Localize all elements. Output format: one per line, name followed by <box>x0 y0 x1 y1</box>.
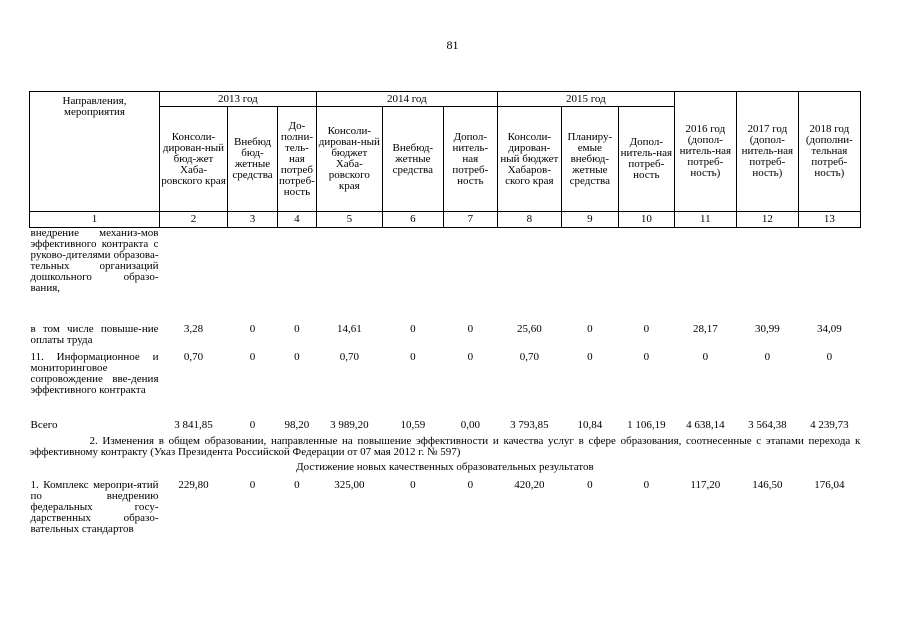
cell <box>561 228 618 324</box>
col-num: 8 <box>497 212 561 228</box>
cell: 3 841,85 <box>174 418 213 431</box>
cell: 0 <box>249 478 256 491</box>
cell: 3 989,20 <box>330 418 369 431</box>
header-2014-consolidated: Консоли-дирован-ный бюджет Хаба-ровского края <box>316 107 382 212</box>
header-year-2018: 2018 год (дополни-тельная потреб-ность) <box>798 92 860 212</box>
cell <box>160 228 228 324</box>
cell: 0 <box>294 322 300 335</box>
cell: 0,70 <box>183 350 204 363</box>
section-title-row <box>30 458 861 480</box>
header-2015-consolidated: Консоли-дирован-ный бюджет Хабаров-ского края <box>497 107 561 212</box>
cell: 0 <box>764 350 771 363</box>
cell: 10,84 <box>577 418 603 431</box>
note-row <box>30 436 861 458</box>
cell: 0 <box>467 350 474 363</box>
cell: 0 <box>702 350 709 363</box>
cell: 0 <box>249 350 256 363</box>
cell: 0 <box>587 322 593 335</box>
cell <box>382 228 443 324</box>
cell: 325,00 <box>334 478 365 491</box>
cell: 0,70 <box>519 350 539 363</box>
header-year-2014: 2014 год <box>316 92 497 107</box>
cell: 0 <box>294 478 300 491</box>
col-num: 5 <box>316 212 382 228</box>
row-label: внедрение механиз-мов эффективного контракта с руково-дителями образова-тельных организаций дошкольного образо-вания, <box>30 227 159 294</box>
cell <box>674 228 736 324</box>
header-directions: Направления, мероприятия <box>30 92 160 212</box>
cell: 3,28 <box>183 322 204 335</box>
col-num: 1 <box>30 212 160 228</box>
cell <box>278 228 317 324</box>
header-2013-consolidated: Консоли-дирован-ный бюд-жет Хаба-ровского края <box>160 107 228 212</box>
cell: 0 <box>643 478 650 491</box>
cell <box>798 228 860 324</box>
cell: 0 <box>294 350 300 363</box>
table-row <box>30 228 861 324</box>
cell: 229,80 <box>178 478 209 491</box>
table-row <box>30 324 861 352</box>
cell <box>443 228 497 324</box>
header-2014-additional: Допол-нитель-ная потреб-ность <box>443 107 497 212</box>
cell: 0 <box>410 478 416 491</box>
header-year-2016: 2016 год (допол-нитель-ная потреб-ность) <box>674 92 736 212</box>
budget-table <box>29 91 861 536</box>
column-numbers-row <box>30 212 861 228</box>
cell: 176,04 <box>814 478 845 491</box>
col-num: 7 <box>443 212 497 228</box>
page-number: 81 <box>446 38 459 52</box>
header-2015-planned: Планиру-емые внебюд-жетные средства <box>561 107 618 212</box>
header-year-2015: 2015 год <box>497 92 674 107</box>
header-2013-additional: До-полни-тель-ная потреб потреб-ность <box>278 107 317 212</box>
section-title: Достижение новых качественных образовательных результатов <box>296 460 594 473</box>
header-2013-extrabudget: Внебюд бюд-жетные средства <box>228 107 278 212</box>
cell: 117,20 <box>690 478 721 491</box>
cell <box>618 228 674 324</box>
cell: 0 <box>643 322 650 335</box>
cell: 0 <box>643 350 650 363</box>
col-num: 3 <box>228 212 278 228</box>
cell <box>497 228 561 324</box>
cell: 0 <box>410 322 416 335</box>
cell: 34,09 <box>816 322 842 335</box>
cell: 0,00 <box>460 418 480 431</box>
row-label: Всего <box>30 418 58 431</box>
row-label: 11. Информационное и мониторинговое сопровождение вве-дения эффективного контракта <box>30 350 159 396</box>
col-num: 13 <box>798 212 860 228</box>
cell <box>228 228 278 324</box>
header-year-2017: 2017 год (допол-нитель-ная потреб-ность) <box>736 92 798 212</box>
cell: 3 564,38 <box>748 418 787 431</box>
row-label: в том числе повыше-ние оплаты труда <box>30 322 159 346</box>
header-2014-extrabudget: Внебюд-жетные средства <box>382 107 443 212</box>
cell: 0 <box>249 322 256 335</box>
cell: 146,50 <box>752 478 783 491</box>
col-num: 9 <box>561 212 618 228</box>
cell: 98,20 <box>284 418 310 431</box>
cell: 0 <box>410 350 416 363</box>
cell: 30,99 <box>754 322 780 335</box>
cell: 0 <box>587 350 593 363</box>
cell: 420,20 <box>514 478 545 491</box>
cell: 3 793,85 <box>510 418 549 431</box>
cell: 4 638,14 <box>686 418 725 431</box>
col-num: 12 <box>736 212 798 228</box>
cell: 0 <box>249 418 256 431</box>
row-label: 1. Комплекс меропри-ятий по внедрению федеральных госу-дарственных образо-вательных стандартов <box>30 478 159 535</box>
cell: 0 <box>467 322 474 335</box>
cell: 14,61 <box>336 322 362 335</box>
col-num: 10 <box>618 212 674 228</box>
col-num: 6 <box>382 212 443 228</box>
header-row-years <box>30 92 861 107</box>
cell: 25,60 <box>516 322 542 335</box>
cell: 1 106,19 <box>627 418 666 431</box>
col-num: 2 <box>160 212 228 228</box>
section-note: 2. Изменения в общем образовании, направленные на повышение эффективности и качества услуг в сфере образования, соотнесенные с этапами перехода к эффективному контракту (Указ Президента Российской Федерации от 07 мая 2012 г. № 597) <box>29 434 861 458</box>
cell: 0 <box>826 350 833 363</box>
cell <box>316 228 382 324</box>
cell: 0 <box>467 478 474 491</box>
table-row <box>30 480 861 536</box>
header-year-2013: 2013 год <box>160 92 317 107</box>
cell: 4 239,73 <box>810 418 849 431</box>
cell: 0 <box>587 478 593 491</box>
col-num: 11 <box>674 212 736 228</box>
table-row <box>30 352 861 420</box>
col-num: 4 <box>278 212 317 228</box>
cell: 10,59 <box>400 418 426 431</box>
table-row-total <box>30 420 861 436</box>
cell: 0,70 <box>339 350 359 363</box>
cell <box>736 228 798 324</box>
cell: 28,17 <box>692 322 718 335</box>
header-2015-additional: Допол-нитель-ная потреб-ность <box>618 107 674 212</box>
